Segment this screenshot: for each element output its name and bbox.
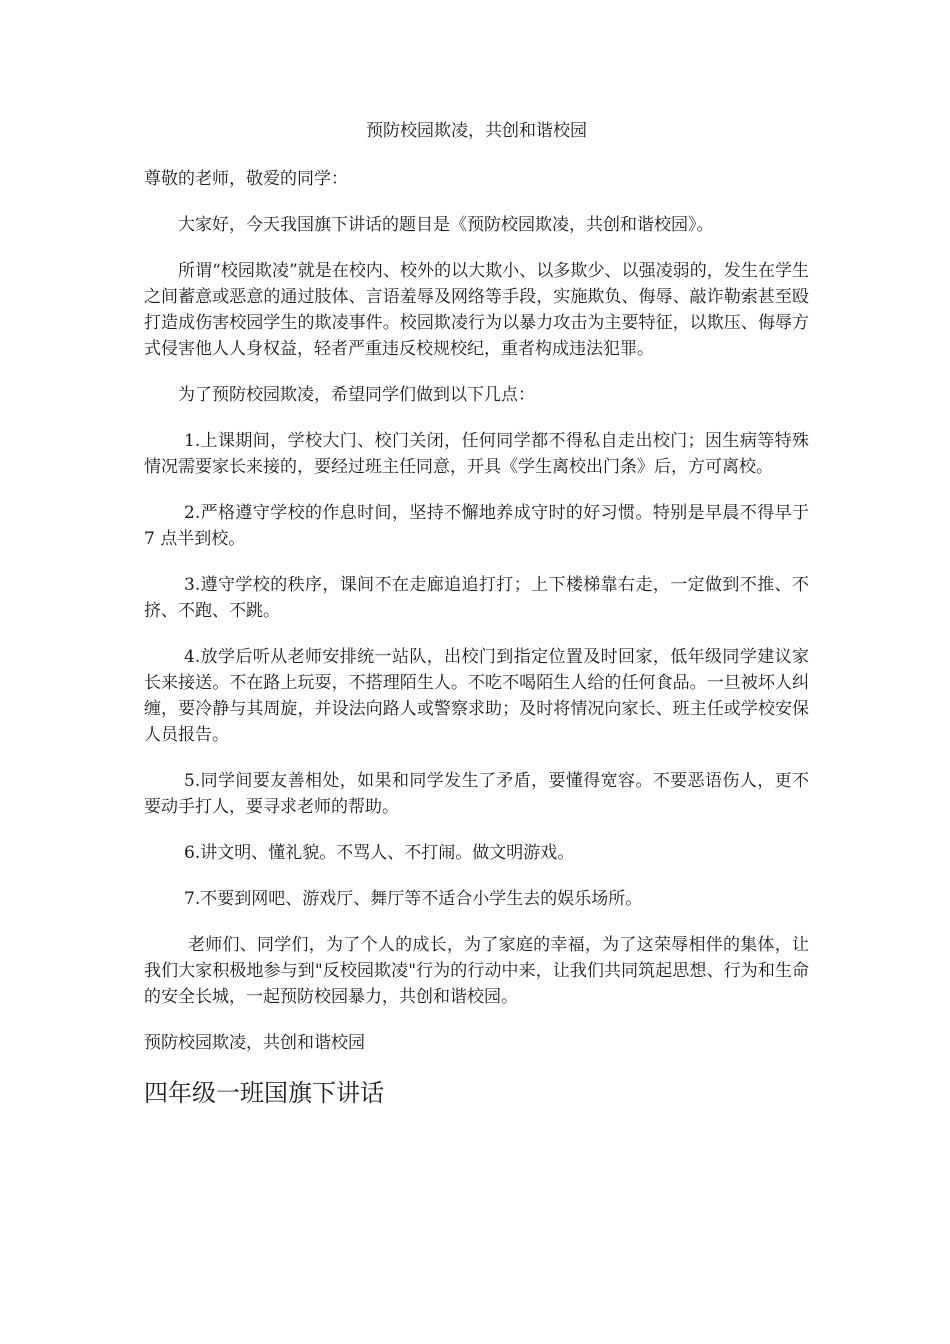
lead-in-paragraph: 为了预防校园欺凌，希望同学们做到以下几点： xyxy=(178,385,535,405)
point-item-3: 3.遵守学校的秩序，课间不在走廊追追打打；上下楼梯靠右走，一定做到不推、不挤、不跑、不跳。 xyxy=(144,575,809,621)
point-item-6: 6.讲文明、懂礼貌。不骂人、不打闹。做文明游戏。 xyxy=(184,843,575,863)
point-item-7: 7.不要到网吧、游戏厅、舞厅等不适合小学生去的娱乐场所。 xyxy=(184,889,643,909)
point-item-4: 4.放学后听从老师安排统一站队，出校门到指定位置及时回家，低年级同学建议家长来接送。不在路上玩耍，不搭理陌生人。不吃不喝陌生人给的任何食品。一旦被坏人纠缠，要冷静与其周旋，并设法向路人或警察求助；及时将情况向家长、班主任或学校安保人员报告。 xyxy=(144,647,809,745)
salutation: 尊敬的老师，敬爱的同学： xyxy=(144,169,348,189)
document-page xyxy=(144,118,809,1110)
point-item-1: 1.上课期间，学校大门、校门关闭，任何同学都不得私自走出校门；因生病等特殊情况需要家长来接的，要经过班主任同意，开具《学生离校出门条》后，方可离校。 xyxy=(144,431,809,477)
class-heading: 四年级一班国旗下讲话 xyxy=(144,1079,384,1107)
intro-paragraph: 大家好，今天我国旗下讲话的题目是《预防校园欺凌，共创和谐校园》。 xyxy=(178,215,714,235)
closing-paragraph: 老师们、同学们，为了个人的成长，为了家庭的幸福，为了这荣辱相伴的集体，让我们大家积极地参与到"反校园欺凌"行为的行动中来，让我们共同筑起思想、行为和生命的安全长城，一起预防校园暴力，共创和谐校园。 xyxy=(144,935,809,1007)
point-item-2: 2.严格遵守学校的作息时间，坚持不懈地养成守时的好习惯。特别是早晨不得早于 7 点半到校。 xyxy=(144,503,809,549)
footer-title: 预防校园欺凌，共创和谐校园 xyxy=(144,1033,365,1053)
definition-paragraph: 所谓“校园欺凌”就是在校内、校外的以大欺小、以多欺少、以强凌弱的，发生在学生之间蓄意或恶意的通过肢体、言语羞辱及网络等手段，实施欺负、侮辱、敲诈勒索甚至殴打造成伤害校园学生的欺凌事件。校园欺凌行为以暴力攻击为主要特征，以欺压、侮辱方式侵害他人人身权益，轻者严重违反校规校纪，重者构成违法犯罪。 xyxy=(144,261,809,359)
document-title: 预防校园欺凌，共创和谐校园 xyxy=(366,121,587,141)
point-item-5: 5.同学间要友善相处，如果和同学发生了矛盾，要懂得宽容。不要恶语伤人，更不要动手打人，要寻求老师的帮助。 xyxy=(144,771,809,817)
